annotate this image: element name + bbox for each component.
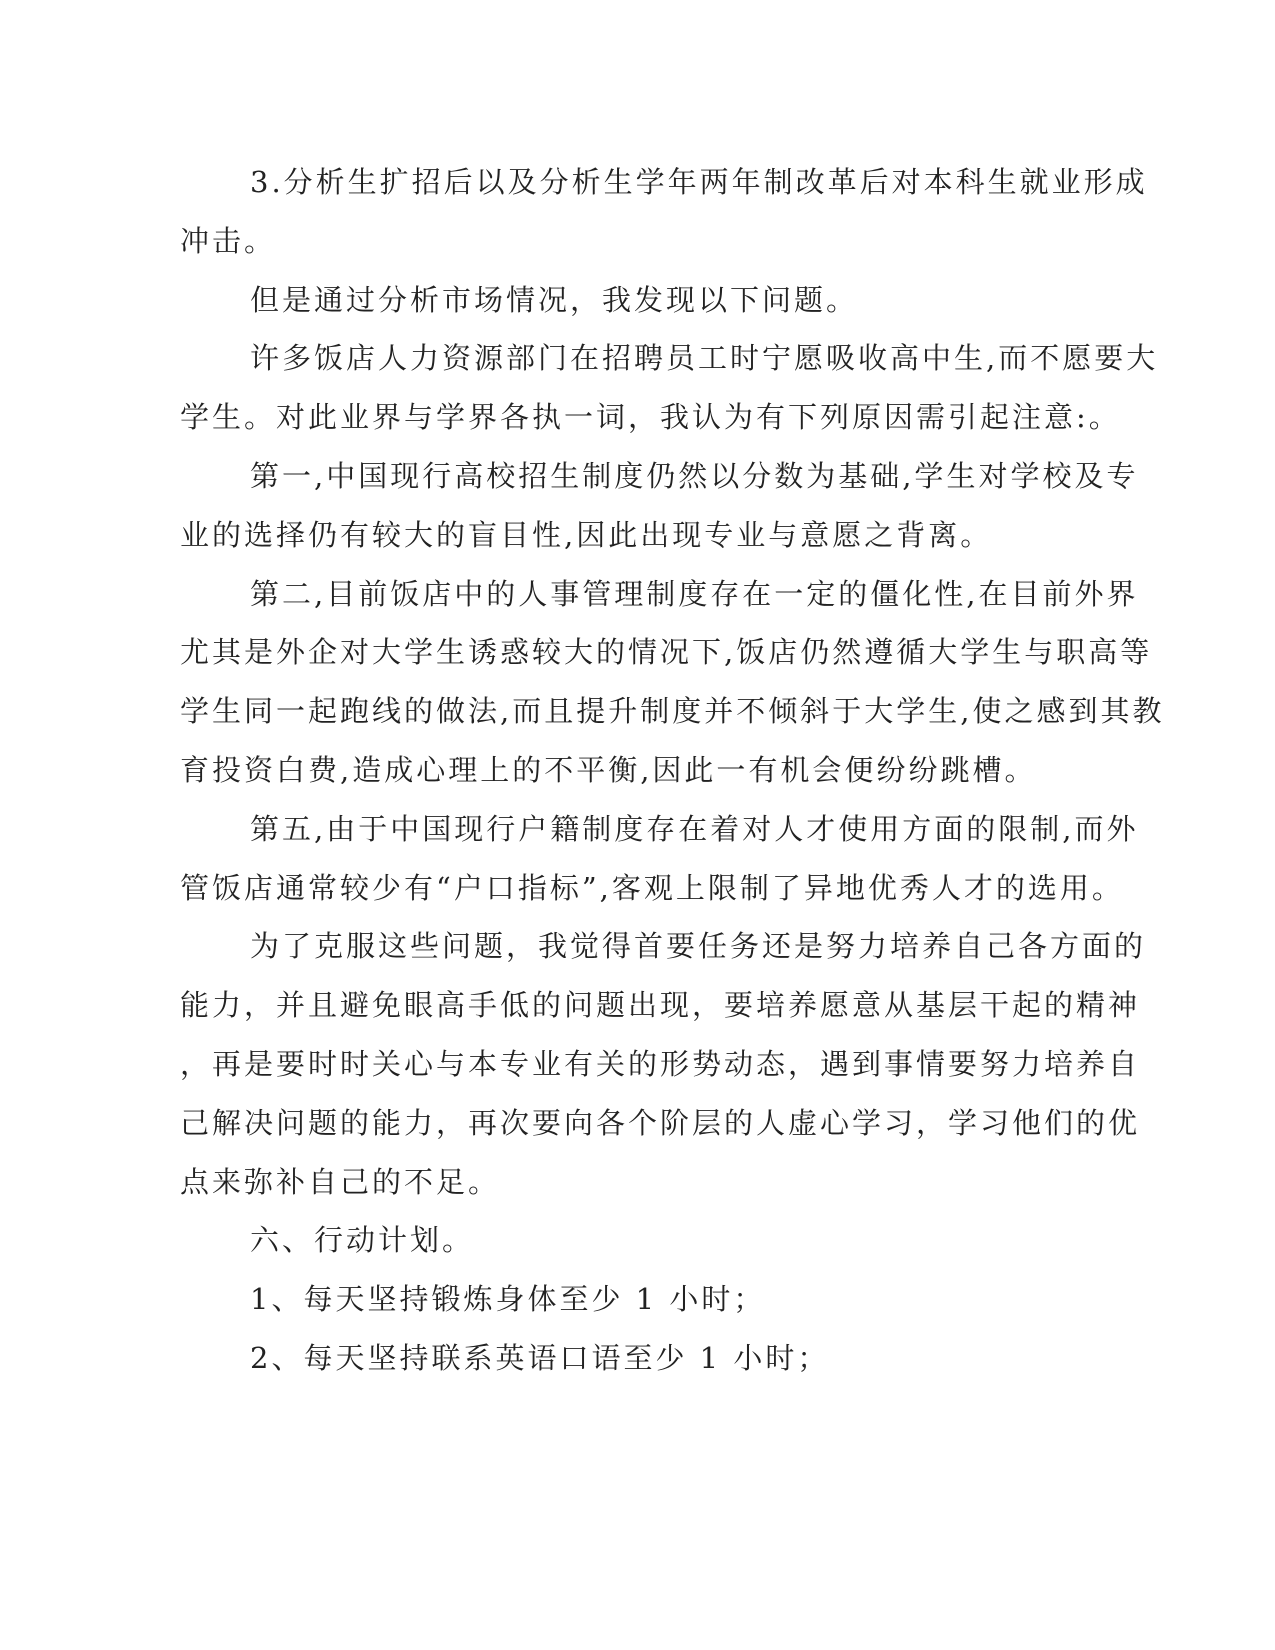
text-line-13: 管饭店通常较少有“户口指标”,客观上限制了异地优秀人才的选用。: [180, 871, 1124, 905]
text-line-8: 第二,目前饭店中的人事管理制度存在一定的僵化性,在目前外界: [250, 577, 1139, 611]
text-line-21: 2、每天坚持联系英语口语至少 1 小时；: [250, 1341, 830, 1375]
text-line-16: ，再是要时时关心与本专业有关的形势动态，遇到事情要努力培养自: [180, 1047, 1141, 1081]
text-line-14: 为了克服这些问题，我觉得首要任务还是努力培养自己各方面的: [250, 929, 1147, 963]
text-line-18: 点来弥补自己的不足。: [180, 1165, 501, 1199]
text-line-10: 学生同一起跑线的做法,而且提升制度并不倾斜于大学生,使之感到其教: [180, 694, 1165, 728]
text-line-7: 业的选择仍有较大的盲目性,因此出现专业与意愿之背离。: [180, 518, 993, 552]
text-line-17: 己解决问题的能力，再次要向各个阶层的人虚心学习，学习他们的优: [180, 1106, 1141, 1140]
text-line-2: 冲击。: [180, 224, 277, 258]
text-line-11: 育投资白费,造成心理上的不平衡,因此一有机会便纷纷跳槽。: [180, 753, 1037, 787]
text-line-4: 许多饭店人力资源部门在招聘员工时宁愿吸收高中生,而不愿要大: [250, 341, 1159, 375]
text-line-3: 但是通过分析市场情况，我发现以下问题。: [250, 283, 859, 317]
text-line-19: 六、行动计划。: [250, 1223, 475, 1257]
text-line-20: 1、每天坚持锻炼身体至少 1 小时；: [250, 1282, 766, 1316]
text-line-15: 能力，并且避免眼高手低的问题出现，要培养愿意从基层干起的精神: [180, 988, 1141, 1022]
text-line-5: 学生。对此业界与学界各执一词，我认为有下列原因需引起注意:。: [180, 400, 1121, 434]
text-line-1: 3.分析生扩招后以及分析生学年两年制改革后对本科生就业形成: [250, 165, 1148, 199]
text-line-6: 第一,中国现行高校招生制度仍然以分数为基础,学生对学校及专: [250, 459, 1139, 493]
text-line-9: 尤其是外企对大学生诱惑较大的情况下,饭店仍然遵循大学生与职高等: [180, 635, 1153, 669]
text-line-12: 第五,由于中国现行户籍制度存在着对人才使用方面的限制,而外: [250, 812, 1139, 846]
